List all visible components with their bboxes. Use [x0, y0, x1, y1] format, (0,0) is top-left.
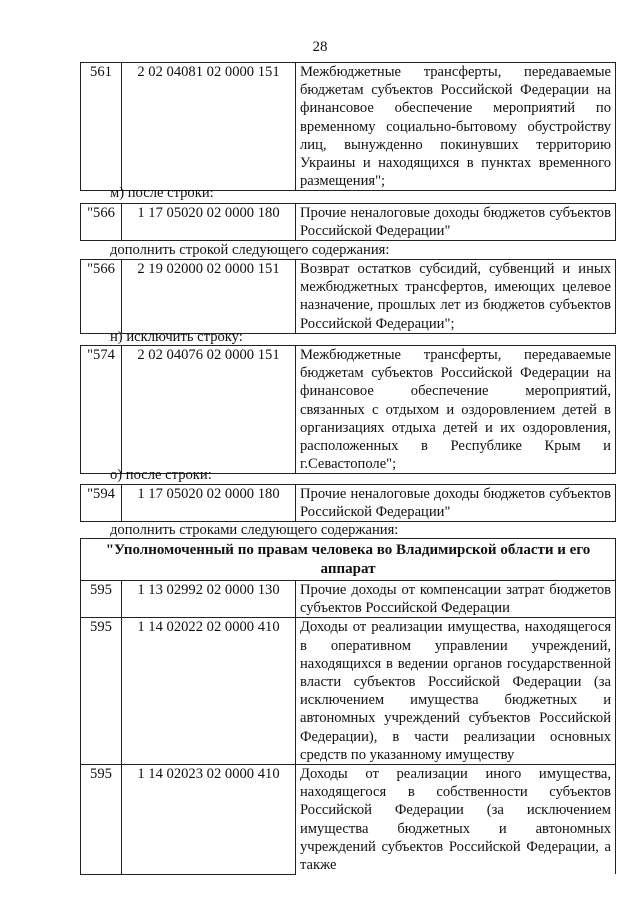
table-heading-row: [81, 539, 616, 581]
budget-code-cell: 1 17 05020 02 0000 180: [122, 204, 296, 241]
budget-code-cell: 2 02 04076 02 0000 151: [122, 346, 296, 474]
table-row: [81, 618, 616, 765]
row-number-cell: "574: [81, 346, 122, 474]
row-number-cell: 595: [81, 581, 122, 618]
row-number-cell: 595: [81, 765, 122, 875]
table-ombudsman: [80, 538, 616, 875]
budget-code-cell: 1 14 02023 02 0000 410: [122, 765, 296, 875]
table-row: [81, 765, 616, 875]
table-row-566-new: [80, 259, 616, 334]
table-row: [81, 346, 616, 474]
table-row: [81, 63, 616, 191]
page-bottom-edge: [0, 896, 640, 905]
instruction-o: о) после строки:: [110, 467, 212, 483]
description-cell: Прочие неналоговые доходы бюджетов субъектов Российской Федерации": [296, 204, 616, 241]
row-number-cell: "566: [81, 260, 122, 334]
description-cell: Межбюджетные трансферты, передаваемые бюджетам субъектов Российской Федерации на финансовое обеспечение мероприятий по временному социально-бытовому обустройству лиц, вынужденно покинувших территорию Украины и находящихся в пунктах временного размещения";: [296, 63, 616, 191]
table-row-574: [80, 345, 616, 474]
description-cell: Возврат остатков субсидий, субвенций и иных межбюджетных трансфертов, имеющих целевое назначение, прошлых лет из бюджетов субъектов Российской Федерации";: [296, 260, 616, 334]
page-number: 28: [312, 39, 328, 55]
table-row-561: [80, 62, 616, 191]
instruction-m: м) после строки:: [110, 185, 214, 201]
table-row-566-old: [80, 203, 616, 241]
table-row-594: [80, 484, 616, 522]
budget-code-cell: 2 19 02000 02 0000 151: [122, 260, 296, 334]
table-row: [81, 260, 616, 334]
budget-code-cell: 2 02 04081 02 0000 151: [122, 63, 296, 191]
instruction-n: н) исключить строку:: [110, 329, 243, 345]
row-number-cell: 595: [81, 618, 122, 765]
section-heading: "Уполномоченный по правам человека во Владимирской области и его аппарат: [81, 539, 616, 581]
budget-code-cell: 1 17 05020 02 0000 180: [122, 485, 296, 522]
instruction-add-rows: дополнить строками следующего содержания:: [110, 522, 399, 538]
description-cell: Прочие неналоговые доходы бюджетов субъектов Российской Федерации": [296, 485, 616, 522]
description-cell: Межбюджетные трансферты, передаваемые бюджетам субъектов Российской Федерации на финансовое обеспечение мероприятий, связанных с отдыхом и оздоровлением детей в организациях отдыха детей и их оздоровления, расположенных в Республике Крым и г.Севастополе";: [296, 346, 616, 474]
table-row: [81, 204, 616, 241]
table-row: [81, 485, 616, 522]
description-cell: Прочие доходы от компенсации затрат бюджетов субъектов Российской Федерации: [296, 581, 616, 618]
row-number-cell: "594: [81, 485, 122, 522]
budget-code-cell: 1 13 02992 02 0000 130: [122, 581, 296, 618]
description-cell: Доходы от реализации имущества, находящегося в оперативном управлении учреждений, находящихся в ведении органов государственной власти субъектов Российской Федерации (за исключением имущества бюджетных и автономных учреждений субъектов Российской Федерации), в части реализации основных средств по указанному имуществу: [296, 618, 616, 765]
budget-code-cell: 1 14 02022 02 0000 410: [122, 618, 296, 765]
instruction-add-row: дополнить строкой следующего содержания:: [110, 242, 390, 258]
row-number-cell: 561: [81, 63, 122, 191]
table-row: [81, 581, 616, 618]
description-cell: Доходы от реализации иного имущества, находящегося в собственности субъектов Российской Федерации (за исключением имущества бюджетных и автономных учреждений субъектов Российской Федерации, а также: [296, 765, 616, 875]
row-number-cell: "566: [81, 204, 122, 241]
